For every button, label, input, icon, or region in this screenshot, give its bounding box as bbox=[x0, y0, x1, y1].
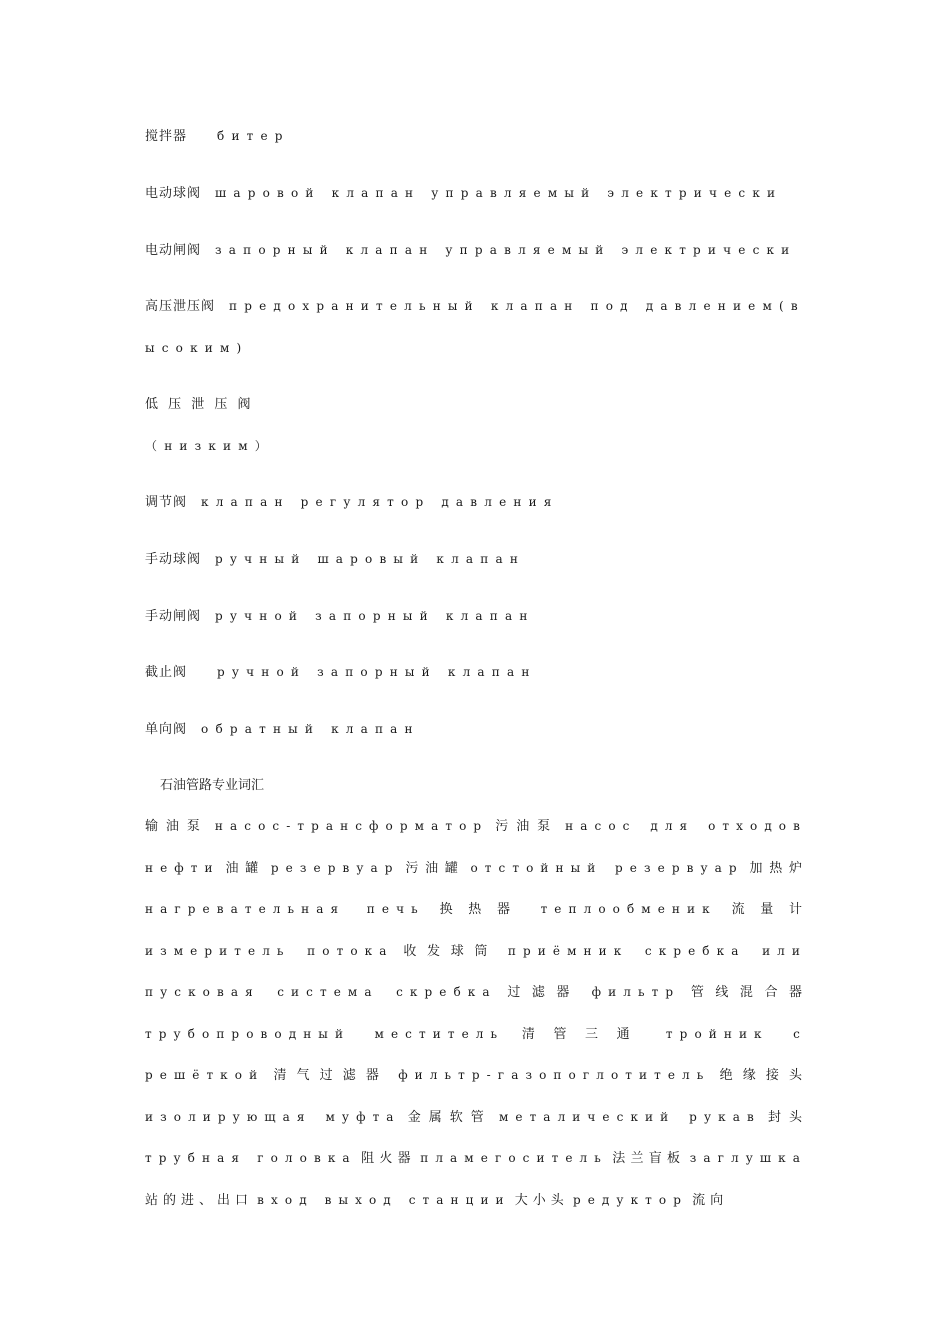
vocab-chinese: 流向 bbox=[692, 1192, 729, 1208]
vocab-chinese: 金属软管 bbox=[407, 1109, 492, 1125]
term-russian: ручный шаровый клапан bbox=[215, 552, 526, 566]
vocab-russian: заглушка bbox=[689, 1151, 807, 1165]
term-russian: ручной запорный клапан bbox=[215, 609, 535, 623]
vocab-chinese: 清管三通 bbox=[521, 1026, 649, 1042]
vocab-chinese: 法兰盲板 bbox=[612, 1151, 686, 1166]
vocab-chinese: 收发球筒 bbox=[403, 943, 499, 959]
vocab-russian: фильтр bbox=[591, 985, 681, 999]
vocab-russian: насос-трансформатор bbox=[214, 819, 489, 833]
term-row bbox=[145, 606, 535, 627]
vocab-russian: насос для отходов нефти bbox=[145, 819, 807, 875]
vocab-chinese: 封头 bbox=[767, 1109, 807, 1125]
vocab-russian: трубная головка bbox=[145, 1151, 357, 1165]
term-chinese: 电动闸阀 bbox=[145, 243, 202, 258]
vocab-russian: пламегоситель bbox=[420, 1151, 608, 1165]
vocab-chinese: 绝缘接头 bbox=[719, 1068, 807, 1083]
vocab-chinese: 流量计 bbox=[731, 902, 807, 917]
vocab-russian: теплообменик bbox=[540, 902, 717, 916]
term-row bbox=[145, 296, 805, 317]
term-chinese: 低 压 泄 压 阀 bbox=[145, 397, 254, 412]
vocab-chinese: 大小头 bbox=[514, 1192, 569, 1208]
vocab-russian: редуктор bbox=[572, 1192, 689, 1207]
term-chinese: 调节阀 bbox=[145, 495, 188, 510]
term-russian: предохранительный клапан под давлением(в bbox=[229, 299, 805, 313]
vocab-chinese: 污油泵 bbox=[495, 819, 559, 834]
vocab-russian: тройник с решёткой bbox=[145, 1026, 807, 1082]
term-russian: шаровой клапан управляемый электрически bbox=[215, 186, 783, 200]
term-chinese: 高压泄压阀 bbox=[145, 299, 216, 314]
term-row bbox=[145, 662, 537, 683]
vocab-russian: металический рукав bbox=[498, 1109, 761, 1124]
vocab-russian: измеритель потока bbox=[145, 943, 394, 958]
term-chinese: 截止阀 bbox=[145, 665, 188, 680]
section-title: 石油管路专业词汇 bbox=[160, 778, 265, 793]
term-chinese: 手动球阀 bbox=[145, 552, 202, 567]
vocab-chinese: 管线混合器 bbox=[690, 985, 807, 1000]
vocab-chinese: 阻火器 bbox=[361, 1151, 416, 1166]
term-russian-continued: ысоким) bbox=[145, 341, 249, 355]
term-russian: битер bbox=[217, 129, 290, 143]
term-row bbox=[145, 492, 559, 513]
term-row bbox=[145, 126, 290, 147]
term-row bbox=[145, 183, 782, 204]
term-chinese: 单向阀 bbox=[145, 722, 188, 737]
vocab-russian: изолирующая муфта bbox=[145, 1109, 401, 1124]
vocab-chinese: 污油罐 bbox=[405, 860, 465, 876]
vocab-russian: трубопроводный меститель bbox=[145, 1026, 505, 1041]
vocab-chinese: 输油泵 bbox=[145, 819, 208, 834]
vocab-chinese: 加热炉 bbox=[749, 860, 808, 876]
term-chinese: 手动闸阀 bbox=[145, 609, 202, 624]
term-russian: ручной запорный клапан bbox=[217, 665, 537, 679]
vocab-russian: приёмник скребка или пусковая система скребка bbox=[145, 943, 807, 999]
term-chinese: 搅拌器 bbox=[145, 129, 188, 144]
vocabulary-paragraph bbox=[145, 806, 807, 1221]
term-russian: запорный клапан управляемый электрически bbox=[215, 243, 797, 257]
term-row bbox=[145, 395, 254, 415]
vocab-chinese: 油罐 bbox=[225, 860, 265, 876]
vocab-russian: отстойный резервуар bbox=[470, 860, 744, 875]
vocab-russian: фильтр-газопоглотитель bbox=[398, 1068, 711, 1082]
term-russian-continued: （низким） bbox=[145, 439, 274, 453]
term-row bbox=[145, 549, 525, 570]
vocab-chinese: 清气过滤器 bbox=[273, 1068, 389, 1083]
term-russian: клапан регулятор давления bbox=[201, 495, 559, 509]
vocab-russian: нагревательная печь bbox=[145, 902, 425, 916]
vocab-chinese: 换热器 bbox=[439, 902, 526, 917]
term-chinese: 电动球阀 bbox=[145, 186, 202, 201]
vocab-russian: резервуар bbox=[270, 860, 400, 875]
term-russian: обратный клапан bbox=[201, 722, 420, 736]
term-continuation bbox=[145, 338, 248, 359]
term-row bbox=[145, 719, 420, 740]
vocab-chinese: 过滤器 bbox=[507, 985, 581, 1000]
term-continuation bbox=[145, 436, 274, 457]
term-row bbox=[145, 240, 796, 261]
vocab-russian: вход выход станции bbox=[257, 1192, 511, 1207]
vocab-chinese: 站的进、出口 bbox=[145, 1192, 254, 1208]
